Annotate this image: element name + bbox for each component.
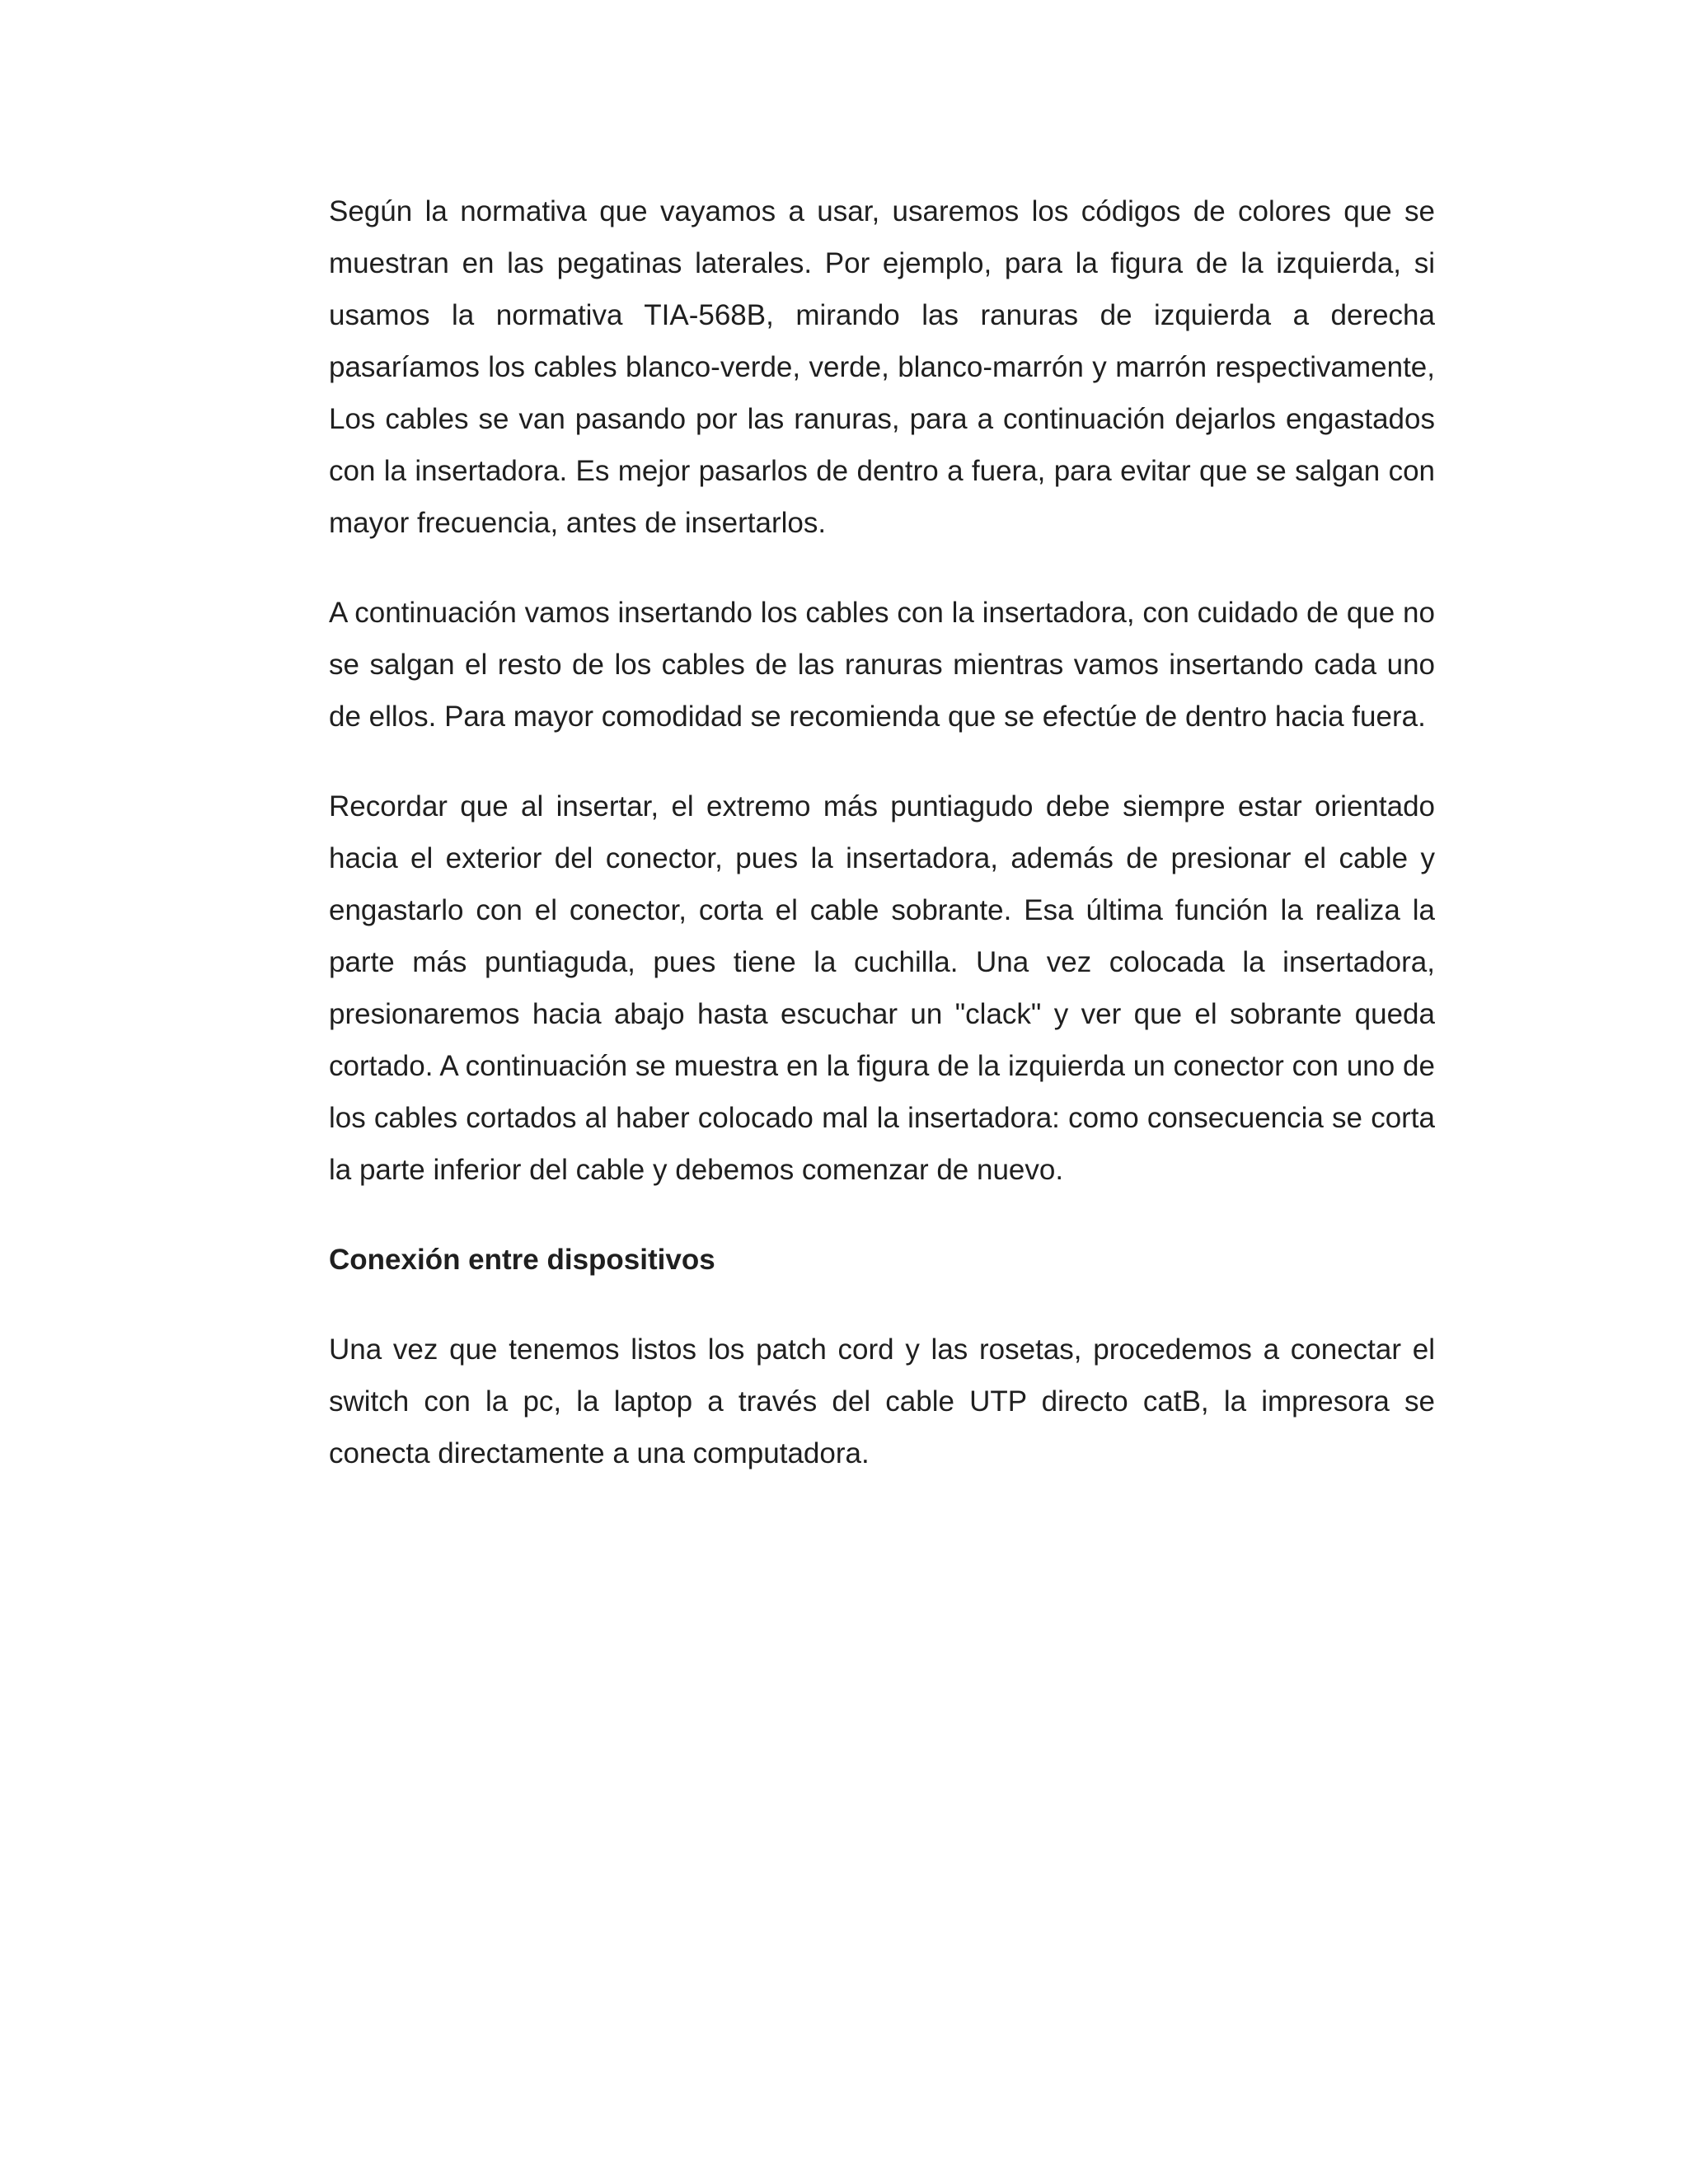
paragraph-device-connection: Una vez que tenemos listos los patch cord y las rosetas, procedemos a conectar el switch con la pc, la laptop a través del cable UTP directo catB, la impresora se conecta directamente a una computadora.: [329, 1333, 1435, 1469]
text-column: [329, 185, 1435, 1517]
paragraph-insertion: A continuación vamos insertando los cables con la insertadora, con cuidado de que no se salgan el resto de los cables de las ranuras mientras vamos insertando cada uno de ellos. Para mayor comodidad se recomienda que se efectúe de dentro hacia fuera.: [329, 597, 1435, 733]
paragraph-color-codes: Según la normativa que vayamos a usar, usaremos los códigos de colores que se muestran en las pegatinas laterales. Por ejemplo, para la figura de la izquierda, si usamos la normativa TIA-568B, mirando las ranuras de izquierda a derecha pasaríamos los cables blanco-verde, verde, blanco-marrón y marrón respectivamente, Los cables se van pasando por las ranuras, para a continuación dejarlos engastados con la insertadora. Es mejor pasarlos de dentro a fuera, para evitar que se salgan con mayor frecuencia, antes de insertarlos.: [329, 195, 1435, 539]
section-heading: Conexión entre dispositivos: [329, 1244, 715, 1276]
paragraph-insertion-tip: Recordar que al insertar, el extremo más puntiagudo debe siempre estar orientado hacia el exterior del conector, pues la insertadora, además de presionar el cable y engastarlo con el conector, corta el cable sobrante. Esa última función la realiza la parte más puntiaguda, pues tiene la cuchilla. Una vez colocada la insertadora, presionaremos hacia abajo hasta escuchar un "clack" y ver que el sobrante queda cortado. A continuación se muestra en la figura de la izquierda un conector con uno de los cables cortados al haber colocado mal la insertadora: como consecuencia se corta la parte inferior del cable y debemos comenzar de nuevo.: [329, 790, 1435, 1186]
